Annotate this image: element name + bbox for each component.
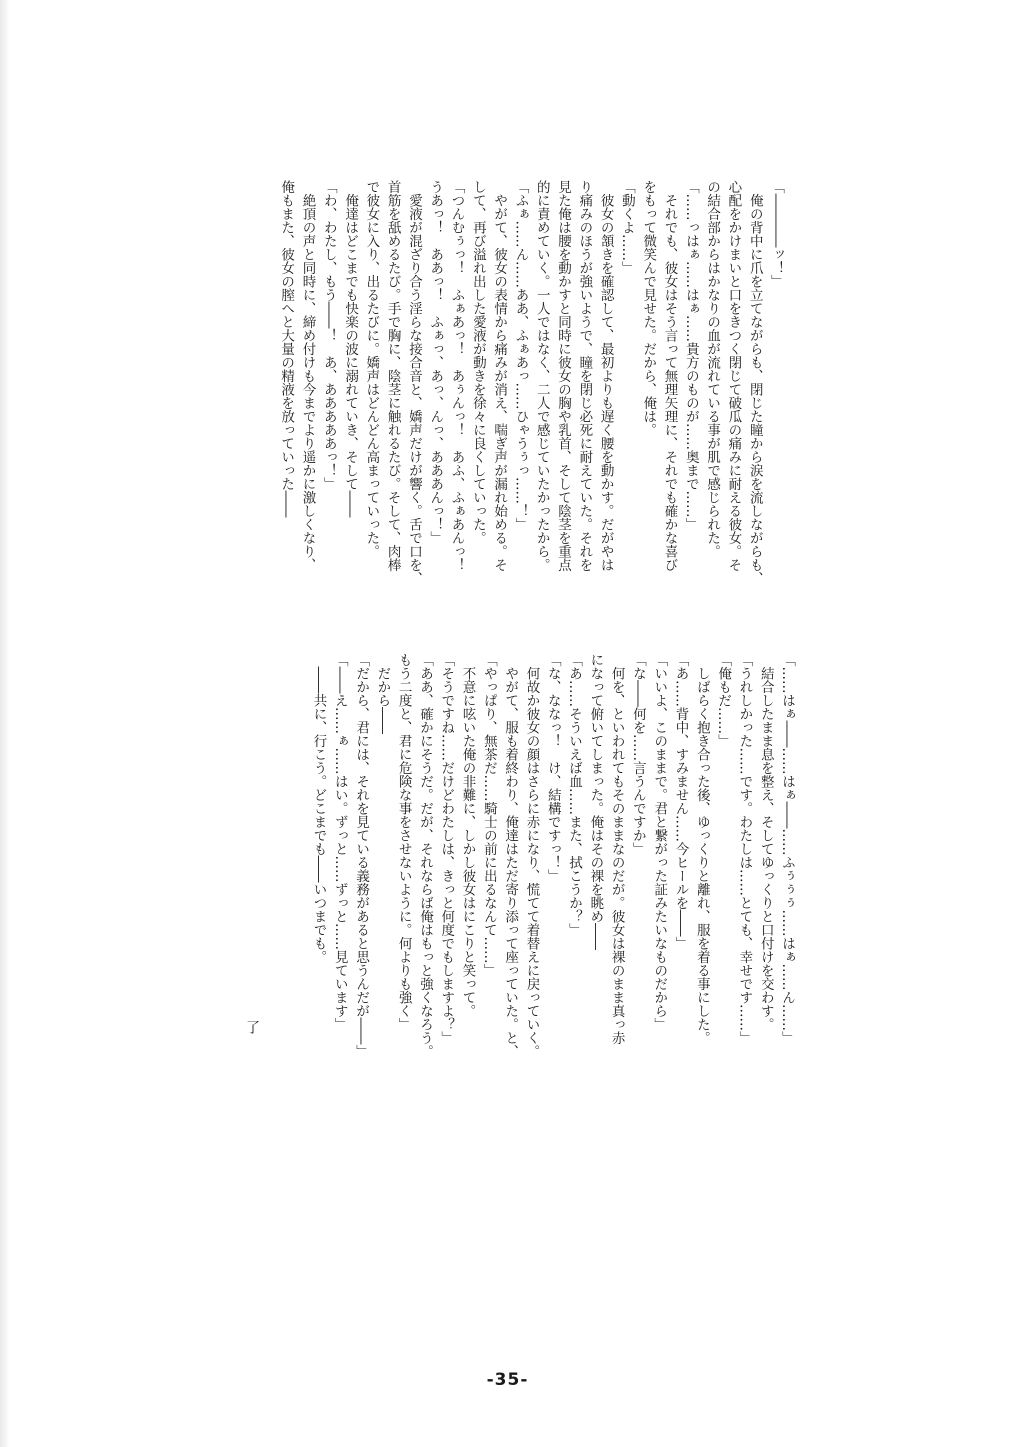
text-line: 「あ……そういえば血……また、拭こうか？」 [566,653,583,937]
text-line: 首筋を舐めるたび。手で胸に、陰茎に触れるたび。そして、肉棒 [384,180,401,572]
text-line: 「な――何を……言うんですか」 [629,653,646,856]
text-line: 「ふぁ……ん……ああ、ふぁあっ……ひゃうぅっ……！」 [512,180,529,531]
text-line: それでも、彼女はそう言って無理矢理に、それでも確かな喜び [661,180,678,572]
text-line: 「つんむぅっ！ ふぁあっ！ あぅんっ！ あふ、ふぁあんっ！ [448,180,465,572]
text-line: 「わ、わたし、もう――！ あ、あああああっ！」 [320,180,337,491]
text-line: 絶頂の声と同時に、締め付けも今までより遥かに激しくなり、 [299,180,316,572]
text-line: しばらく抱き合った後、ゆっくりと離れ、服を着る事にした。 [693,653,710,1045]
text-line: 俺もまた、彼女の膣へと大量の精液を放っていった―― [278,180,295,518]
text-line: り痛みのほうが強いようで、瞳を閉じ必死に耐えていた。それを [576,180,593,572]
text-line: 「な、ななっ！ け、結構ですっ！」 [544,653,561,883]
text-line: 不意に呟いた俺の非難に、しかし彼女はにこりと笑って。 [459,653,476,1018]
text-line: をもって微笑んで見せた。だから、俺は。 [640,180,657,437]
text-line: 「――――ッ！」 [768,180,784,288]
text-line: して、再び溢れ出した愛液が動きを徐々に良くしていった。 [469,180,486,545]
lower-text-block [307,653,797,1093]
text-line: 何故か彼女の顔はさらに赤になり、慌てて着替えに戻っていく。 [523,653,540,1058]
text-line: ――共に、行こう。どこまでも――いつまでも。 [310,653,327,964]
text-line: 「……っはぁ……はぁ……貴方のものが……奥まで……」 [682,180,699,531]
text-line: 見た俺は腰を動かすと同時に彼女の胸や乳首、そして陰茎を重点 [555,180,572,572]
text-line: の結合部からはかなりの血が流れている事が肌で感じられた。 [704,180,721,558]
text-line: 俺達はどこまでも快楽の波に溺れていき、そして―― [342,180,359,518]
end-mark: 了 [244,1020,260,1034]
text-line: もう二度と、君に危険な事をさせないように。何よりも強く」 [395,653,412,1031]
text-line: 心配をかけまいと口をきつく閉じて破瓜の痛みに耐える彼女。そ [725,180,742,572]
text-line: 彼女の頷きを確認して、最初よりも遅く腰を動かす。だがやは [597,180,614,572]
text-line: 「動くよ……」 [618,180,635,275]
text-line: 的に責めていく。一人ではなく、二人で感じていたかったから。 [533,180,550,572]
text-line: やがて、彼女の表情から痛みが消え、喘ぎ声が漏れ始める。そ [491,180,508,572]
text-line: 「いいよ、このままで。君と繋がった証みたいなものだから」 [651,653,668,1031]
text-line: で彼女に入り、出るたびに。嬌声はどんどん高まっていった。 [363,180,380,558]
text-line: 何を、といわれてもそのままなのだが。彼女は裸のまま真っ赤 [608,653,625,1045]
text-line: 「そうですね……だけどわたしは、きっと何度でもしますよ？」 [438,653,455,1045]
text-line: 結合したまま息を整え、そしてゆっくりと口付けを交わす。 [757,653,774,1031]
page-number: -35- [486,1370,529,1390]
text-line: やがて、服も着終わり、俺達はただ寄り添って座っていた。と、 [502,653,519,1058]
text-line: 「だから、君には、それを見ている義務があると思うんだが――」 [353,653,370,1058]
page-edge-shadow [0,0,10,1447]
text-line: 「ああ、確かにそうだ。だが、それならば俺はもっと強くなろう。 [416,653,433,1058]
text-line: 「うれしかった……です。わたしは……とても、幸せです……」 [736,653,753,1045]
text-line: うあっ！ ああっ！ ふぁっ、あっ、んっ、あああんっ！」 [427,180,444,545]
text-line: だから―― [374,653,391,734]
text-line: 「あ……背中、すみません……今ヒールを――」 [672,653,689,950]
text-line: 俺の背中に爪を立てながらも、閉じた瞳から涙を流しながらも、 [746,180,763,585]
text-line: 愛液が混ざり合う淫らな接合音と、嬌声だけが響く。舌で口を、 [405,180,422,585]
text-line: 「やっぱり、無茶だ……騎士の前に出るなんて……」 [480,653,497,977]
text-line: 「……はぁ――……はぁ――……ふぅぅぅ……はぁ……ん……」 [779,653,795,1045]
text-line: になって俯いてしまった。俺はその裸を眺め―― [587,653,604,950]
upper-text-block [275,180,786,630]
text-line: 「俺もだ……」 [715,653,732,748]
text-line: 「――え……ぁ……はい。ずっと……ずっと……見ています」 [331,653,348,1031]
